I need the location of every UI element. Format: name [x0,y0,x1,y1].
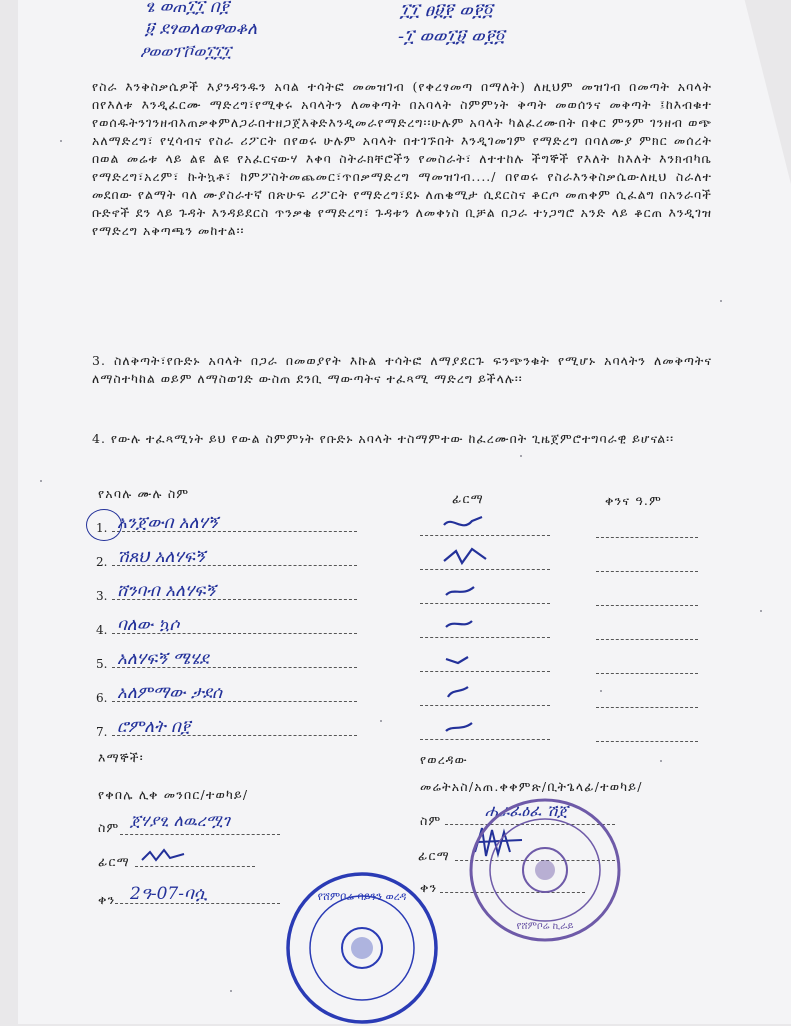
member-name: አንጀውበ አለሃኝ [117,513,218,533]
stamp-purple-text: የሸምቦሬ ኪራይ [516,921,574,932]
right-signature-label: ፊርማ [418,848,450,863]
member-number: 1. [96,521,108,535]
member-signature [442,683,492,703]
kebele-chair-label: የቀበሌ ሊቀ መንበር/ተወካይ/ [98,787,249,802]
left-date-label: ቀን [98,892,116,907]
member-number: 4. [96,623,108,637]
left-signature-line [135,866,255,867]
member-date-line [596,707,698,708]
member-signature-line [420,535,550,536]
witnesses-label: እማኞች፡ [98,750,144,765]
stamp-blue-text: የሸምቦሬ ባይንን ወረዳ [317,890,407,903]
kebele-chair-date: 2ዓ-07-ባሷ [130,884,208,904]
member-number: 3. [96,589,108,603]
member-signature [442,547,492,567]
member-signature-line [420,637,550,638]
member-name-line [112,735,357,736]
member-name: አለሃፍኝ ሜሄደ [117,649,209,669]
member-number: 6. [96,691,108,705]
kebele-chair-name: ጀሃያፂ ለዉረሟገ [130,811,230,830]
handwritten-note-left-3: ፆወወፕቮወ፲፲፲ [140,42,231,61]
member-name-line [112,701,357,702]
handwritten-note-right-2: -፲ ወወ፲፱ ወ፻፬ [398,26,505,47]
member-name-line [112,565,357,566]
member-name: ሽጸህ አለሃፍኝ [117,547,205,567]
member-name: ሮምለት በ፻ [117,717,191,737]
member-name-line [112,599,357,600]
member-signature-line [420,739,550,740]
member-date-line [596,605,698,606]
member-signature [442,513,492,533]
member-signature-line [420,705,550,706]
member-signature-line [420,569,550,570]
woreda-label: የወረዳው [420,752,468,767]
woreda-office-label: መሬትአስ/አጠ.ቀቀምጽ/ቢትጌላፊ/ተወካይ/ [420,779,643,794]
member-signature-line [420,671,550,672]
header-member-name: የአባሉ ሙሉ ስም [98,486,190,501]
kebele-chair-signature [140,846,190,866]
handwritten-note-right-1: ፲፲ ፀ፱፻ ወ፻፬ [400,0,493,21]
member-date-line [596,537,698,538]
member-date-line [596,741,698,742]
left-name-line [120,834,280,835]
member-name: አለምማው ታደሰ [117,683,223,703]
member-date-line [596,571,698,572]
member-name-line [112,633,357,634]
right-name-label: ስም [420,813,442,828]
member-date-line [596,639,698,640]
right-date-label: ቀን [420,880,438,895]
member-name: ባለው ኳሶ [117,615,180,635]
member-number: 5. [96,657,108,671]
kebele-official-stamp [283,870,441,1026]
member-name-line [112,667,357,668]
member-signature [442,581,492,601]
first-member-circle-mark [86,509,122,541]
member-signature [442,717,492,737]
member-number: 2. [96,555,108,569]
member-number: 7. [96,725,108,739]
header-signature: ፊርማ [452,491,484,506]
clause-3: 3. ስለቅጣት፣የቡድኑ አባላት በጋራ በመወያየት እኩል ተሳትፎ ለማያደርጉ ፍንጭንቁት የሚሆኑ አባላትን ለመቅጣትና ለማስተካከል ወይም ለማስወገድ ውስጠ ደንቢ ማውጣትና ተፈጻሚ ማድረግ ይችላሉ፡፡ [92,353,712,386]
clause-4: 4. የውሉ ተፈጻሚነት ይህ የውል ስምምነት የቡድኑ አባላት ተስማምተው ከፈረሙበት ጊዜጀምሮተግባራዊ ይሆናል፡፡ [92,431,675,446]
woreda-officer-name: ሐራፈዕፈ ሽጀ [485,801,568,820]
member-signature-line [420,603,550,604]
member-name: ሸንባብ አለሃፍኝ [117,581,216,601]
left-signature-label: ፊርማ [98,854,130,869]
handwritten-note-left-1: ፄ ወጠ፲፲ በ፻ [145,0,230,17]
member-name-line [112,531,357,532]
left-date-line [115,903,280,904]
handwritten-note-left-2: ፱ ደፃወለወዋወቆለ [145,19,258,39]
member-date-line [596,673,698,674]
header-date: ቀንና ዓ.ም [605,493,662,508]
member-signature [442,615,492,635]
member-signature [442,649,492,669]
intro-paragraph: የስራ እንቅስቃሴዎች እያንዳንዱን አባል ተሳትፎ መመዝገብ (የቀረፃመጣ በማለት) ለዚህም መዝገብ በመጣት አባላት በየእለቱ እንዲፈርሙ ማድረግ፣የሚቀሩ አባላትን ለመቅጣት በአባላት ስምምነት ቅጣት መወሰንና መቅጣት ፤ከእብቁተ የወሰዱትንገንዘብእጠቃቀምለጋራበተዘጋጀእቅድእንዲመራየማድረግ፡፡ሁሉም አባላት ካልፈረሙበት በቀር ምንም ገንዘብ ወጭ አለማድረግ፣ የሂሳብና የስራ ሪፖርት በየወሩ ሁሉም አባላት በተገኙበት እንዲገመገም የማድረግ በባለሙያ ምክር መሰረት በወል መሬቱ ላይ ልዩ ልዩ የአፈርናውሃ እቀባ ስትራክቸሮችን የመስራት፣ ለተተከሉ ችግኞች የእለት ከእለት እንክብካቤ የማድረግ፣አረም፣ ኩትኳቶ፣ ከምፖስትመጨመር፣ጥበቃማድረግ ማመዝገብ..../ በየወሩ የስራእንቅስቃሴውለዚህ ስራለተ መደበው የልማት ባለ ሙያስራተኛ በጽሁፍ ሪፖርት የማድረግ፣ደኑ ለጠቄሚታ ሲደርስና ቆርጦ መጠቀም ሲፈልግ በአንራባች ቡድኖች ደን ላይ ጉዳት እንዳይደርስ ጥንቃቄ የማድረግ፣ ጉዳቱን ለመቀነስ ቢቻል በጋራ ተነጋግሮ አንድ ላይ ቆርጠ እንዲገዝ የማድረግ አቅጣጫን መከተል፡፡ [92,79,712,238]
left-name-label: ስም [98,820,120,835]
woreda-official-stamp [466,795,624,945]
